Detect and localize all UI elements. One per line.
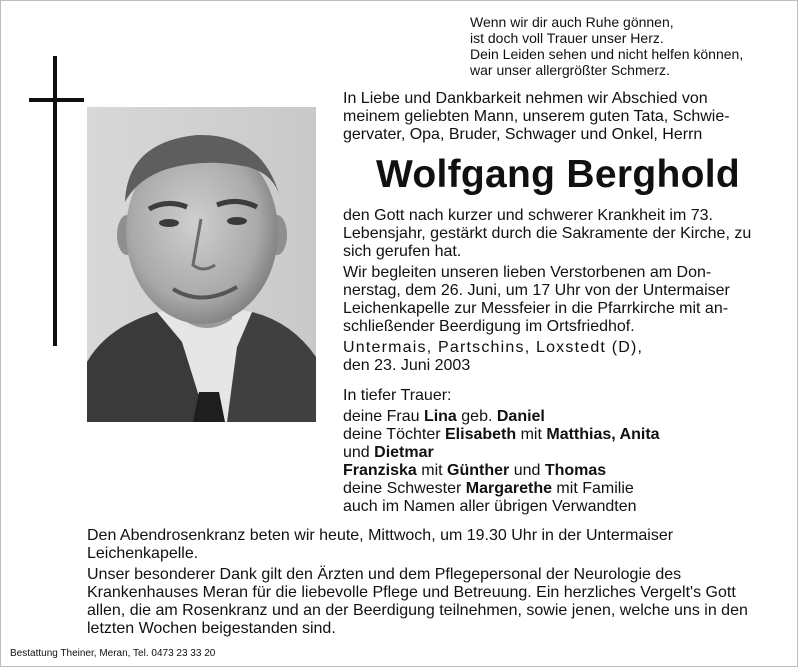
mourner-line: und Dietmar <box>343 444 434 461</box>
mourning-heading: In tiefer Trauer: <box>343 387 452 404</box>
poem <box>470 14 780 78</box>
thanks-line: letzten Wochen beigestanden sind. <box>87 620 336 637</box>
intro-line: In Liebe und Dankbarkeit nehmen wir Abschied von <box>343 90 708 107</box>
death-line: sich gerufen hat. <box>343 243 462 260</box>
place-line: Untermais, Partschins, Loxstedt (D), <box>343 339 644 356</box>
poem-line: war unser allergrößter Schmerz. <box>470 62 670 78</box>
portrait-photo <box>87 107 316 422</box>
death-line: Lebensjahr, gestärkt durch die Sakramente der Kirche, zu <box>343 225 752 242</box>
intro-text <box>343 90 730 144</box>
mourner-line: deine Frau Lina geb. Daniel <box>343 408 545 425</box>
cross-icon-bar <box>29 98 84 102</box>
funeral-line: nerstag, dem 26. Juni, um 17 Uhr von der Untermaiser <box>343 282 730 299</box>
intro-line: meinem geliebten Mann, unserem guten Tata, Schwie- <box>343 108 730 125</box>
thanks-line: allen, die am Rosenkranz und an der Beerdigung teilnehmen, sowie jenen, welche uns in den <box>87 602 748 619</box>
thanks-line: Krankenhauses Meran für die liebevolle Pflege und Betreuung. Ein herzliches Vergelt's Gott <box>87 584 736 601</box>
rosary-text <box>87 527 673 563</box>
mourners-section <box>343 387 660 516</box>
rosary-line: Leichenkapelle. <box>87 545 199 562</box>
poem-line: Wenn wir dir auch Ruhe gönnen, <box>470 14 674 30</box>
funeral-home-footer: Bestattung Theiner, Meran, Tel. 0473 23 33 20 <box>10 648 216 659</box>
funeral-line: schließender Beerdigung im Ortsfriedhof. <box>343 318 635 335</box>
poem-line: ist doch voll Trauer unser Herz. <box>470 30 664 46</box>
deceased-name: Wolfgang Berghold <box>375 153 740 196</box>
funeral-line: Leichenkapelle zur Messfeier in die Pfarrkirche mit an- <box>343 300 729 317</box>
mourner-line: Franziska mit Günther und Thomas <box>343 462 607 479</box>
funeral-line: Wir begleiten unseren lieben Verstorbenen am Don- <box>343 264 712 281</box>
rosary-line: Den Abendrosenkranz beten wir heute, Mittwoch, um 19.30 Uhr in der Untermaiser <box>87 527 674 544</box>
thanks-text <box>87 566 748 638</box>
mourner-line: deine Schwester Margarethe mit Familie <box>343 480 634 497</box>
poem-line: Dein Leiden sehen und nicht helfen können, <box>470 46 744 62</box>
death-line: den Gott nach kurzer und schwerer Krankheit im 73. <box>343 207 713 224</box>
mourner-line: auch im Namen aller übrigen Verwandten <box>343 498 637 515</box>
death-text <box>343 207 751 261</box>
funeral-text <box>343 264 730 336</box>
date-line: den 23. Juni 2003 <box>343 357 471 374</box>
intro-line: gervater, Opa, Bruder, Schwager und Onkel, Herrn <box>343 126 703 143</box>
thanks-line: Unser besonderer Dank gilt den Ärzten und dem Pflegepersonal der Neurologie des <box>87 566 682 583</box>
place-date <box>343 339 643 375</box>
mourner-line: deine Töchter Elisabeth mit Matthias, Anita <box>343 426 660 443</box>
